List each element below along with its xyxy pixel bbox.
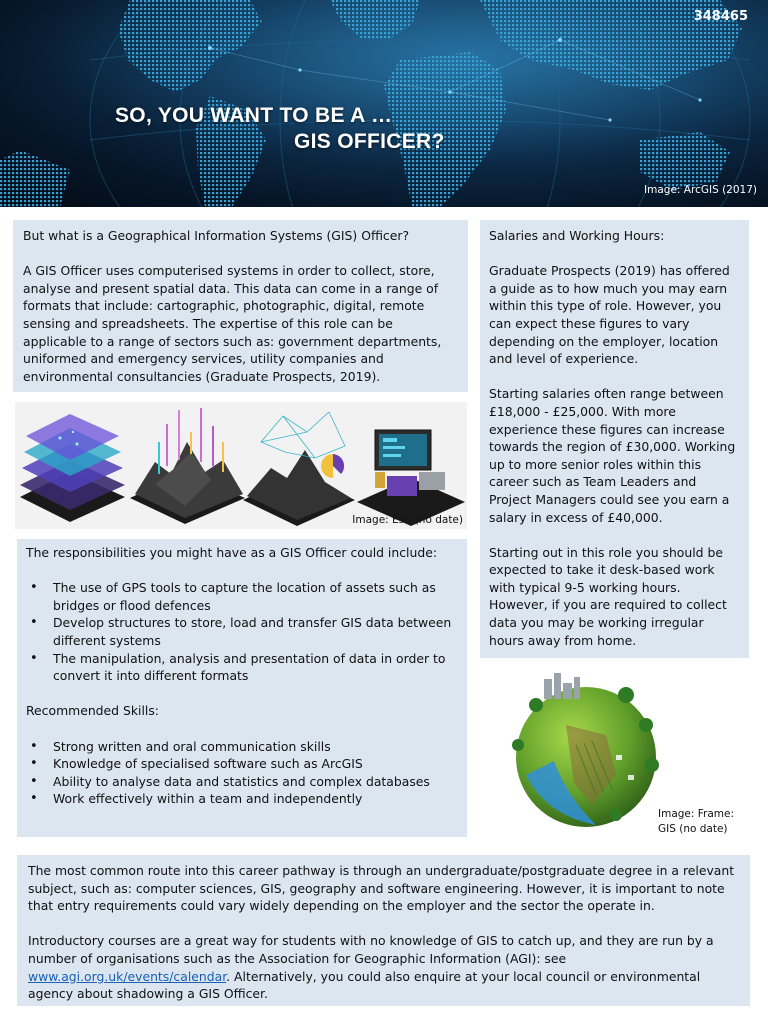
intro-body: A GIS Officer uses computerised systems in order to collect, store, analyse and present spatial data. This data can come in a range of formats that include: cartographic, photographic, digital, remote sensing and spreadsheets. The expertise of this role can be applicable to a range of sectors such as: government departments, uniformed and emergency services, utility companies and environmental consultancies (Graduate Prospects, 2019). — [23, 263, 442, 384]
document-id: 348465 — [693, 9, 748, 24]
terrain-bars-icon — [130, 408, 245, 524]
list-item: • Knowledge of specialised software such as ArcGIS — [26, 755, 458, 773]
salary-paragraph-3: Starting out in this role you should be expected to take it desk-based work with typical 9-5 working hours. However, if you are required to collect data you may be working irregular hours away from home. — [489, 544, 727, 648]
green-globe-image — [496, 665, 681, 835]
responsibilities-heading: The responsibilities you might have as a GIS Officer could include: — [26, 545, 438, 560]
salary-heading: Salaries and Working Hours: — [489, 228, 665, 243]
agi-calendar-link[interactable]: www.agi.org.uk/events/calendar — [28, 968, 227, 984]
page-title-line-1: SO, YOU WANT TO BE A … — [115, 104, 393, 127]
career-route-section — [17, 855, 750, 1006]
list-item: • The use of GPS tools to capture the location of assets such as bridges or flood defences — [26, 579, 458, 614]
esri-illustration — [15, 402, 467, 529]
intro-section — [13, 220, 468, 392]
responsibilities-section — [17, 539, 467, 837]
globe-image-credit: Image: Frame: GIS (no date) — [658, 808, 735, 835]
route-paragraph-1: The most common route into this career pathway is through an undergraduate/postgraduate degree in a relevant subject, such as: computer sciences, GIS, geography and software engineering. However, it is important to note that entry requirements could vary widely depending on the employer and the sector the operate in. — [28, 863, 735, 914]
header-banner — [0, 0, 768, 207]
page-title-line-2: GIS OFFICER? — [294, 130, 445, 153]
salary-paragraph-1: Graduate Prospects (2019) has offered a guide as to how much you may earn within this type of role. However, you can expect these figures to vary depending on the employer, location and level of experience. — [489, 263, 730, 367]
skills-list — [26, 738, 458, 808]
skills-heading: Recommended Skills: — [26, 703, 159, 719]
route-paragraph-2 — [28, 932, 739, 1002]
salary-paragraph-2: Starting salaries often range between £18,000 - £25,000. With more experience these figures can increase towards the region of £30,000. Working up to more senior roles within this career such as Team Leaders and Project Managers could see you earn a salary in excess of £40,000. — [489, 386, 736, 525]
esri-image-credit: Image: Esri (no date) — [352, 514, 463, 526]
layered-map-icon — [20, 414, 125, 522]
terrain-network-icon — [243, 412, 355, 526]
list-item: • Ability to analyse data and statistics and complex databases — [26, 773, 458, 791]
list-item: • The manipulation, analysis and presentation of data in order to convert it into different formats — [26, 650, 458, 685]
intro-question: But what is a Geographical Information Systems (GIS) Officer? — [23, 228, 410, 243]
list-item: • Develop structures to store, load and transfer GIS data between different systems — [26, 614, 458, 649]
banner-image-credit: Image: ArcGIS (2017) — [644, 184, 757, 196]
route-paragraph-2-start: Introductory courses are a great way for students with no knowledge of GIS to catch up, and they are run by a number of organisations such as the Association for Geographic Information (AGI): see — [28, 933, 714, 966]
list-item: • Strong written and oral communication skills — [26, 738, 458, 756]
responsibilities-list — [26, 579, 458, 685]
salary-section — [480, 220, 749, 658]
gis-3d-maps-graphic — [15, 402, 467, 529]
devices-icon — [357, 430, 465, 526]
route-paragraph-2-end: . Alternatively, you could also enquire at your local council or environmental agency about shadowing a GIS Officer. — [28, 968, 701, 1002]
list-item: • Work effectively within a team and independently — [26, 790, 458, 808]
